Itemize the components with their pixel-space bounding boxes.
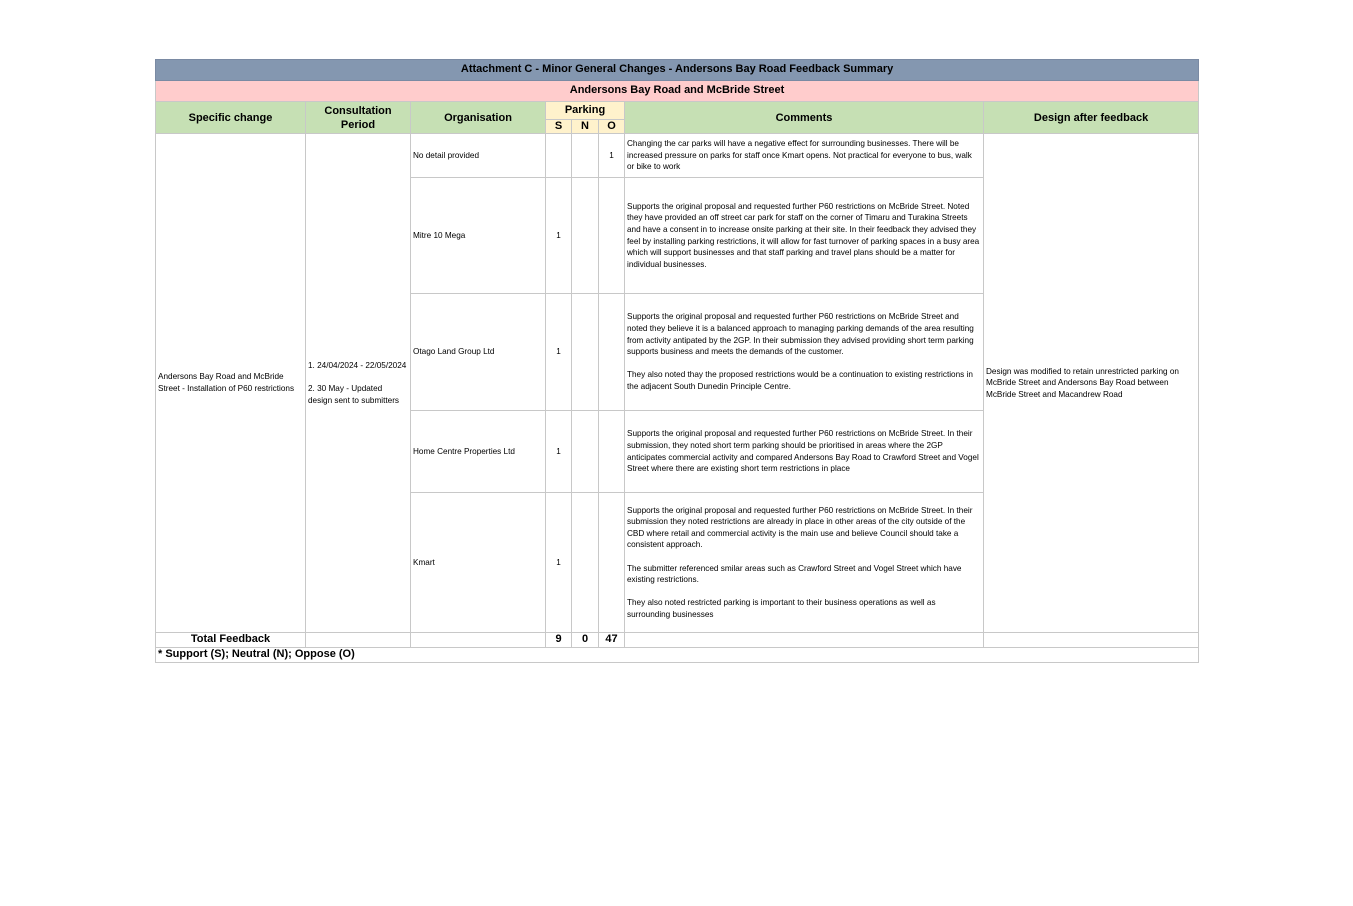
comment-paragraph: They also noted restricted parking is important to their business operations as well as surrounding businesses [627,598,936,619]
header-comments: Comments [625,102,984,134]
neutral-cell [572,294,599,411]
organisation-cell: Home Centre Properties Ltd [411,411,546,493]
header-design-after-feedback: Design after feedback [984,102,1199,134]
oppose-cell: 1 [599,134,625,178]
header-oppose: O [599,120,625,134]
header-specific-change: Specific change [156,102,306,134]
oppose-cell [599,294,625,411]
totals-row [156,633,1199,648]
comments-cell [625,294,984,411]
organisation-cell: Mitre 10 Mega [411,178,546,294]
comment-paragraph: The submitter referenced smilar areas such as Crawford Street and Vogel Street which have existing restrictions. [627,563,962,585]
legend-note: * Support (S); Neutral (N); Oppose (O) [156,648,1199,663]
comment-paragraph: They also noted thay the proposed restrictions would be a continuation to existing restrictions in the adjacent South Dunedin Principle Centre. [627,370,973,391]
sheet-title: Attachment C - Minor General Changes - Andersons Bay Road Feedback Summary [156,60,1199,81]
support-cell: 1 [546,294,572,411]
table-row [156,134,1199,178]
comment-paragraph: Supports the original proposal and requested further P60 restrictions on McBride Street. Noted they have provided an off street car park for staff on the corner of Timaru and Turakina Streets and have a consent in to increase onsite parking at their site. In their feedback they advised they feel by installing parking restrictions, it will allow for fast turnover of parking spaces in a busy area which will support businesses and that staff parking and travel plans should be a matter for individual businesses. [627,201,980,269]
support-cell: 1 [546,493,572,633]
neutral-cell [572,493,599,633]
comments-cell [625,411,984,493]
comments-cell [625,134,984,178]
organisation-cell: Otago Land Group Ltd [411,294,546,411]
neutral-cell [572,411,599,493]
feedback-table [155,59,1199,663]
consultation-period-cell [306,134,411,633]
total-support: 9 [546,633,572,648]
comment-paragraph: Supports the original proposal and requested further P60 restrictions on McBride Street. In their submission, they noted short term parking should be prioritised in areas where the 2GP anticipates commercial activity and compared Andersons Bay Road to Crawford Street and Vogel Street where there are existing short term restrictions in place [627,429,979,474]
comment-paragraph: Supports the original proposal and requested further P60 restrictions on McBride Street and noted they believe it is a balanced approach to managing parking demands of the area resulting from activity antipated by the 2GP. In their submission they advised providing short term parking supports business and meets the demands of the customer. [627,312,974,357]
total-oppose: 47 [599,633,625,648]
specific-change-cell: Andersons Bay Road and McBride Street - Installation of P60 restrictions [156,134,306,633]
comments-cell [625,178,984,294]
oppose-cell [599,178,625,294]
neutral-cell [572,178,599,294]
header-consultation-period: Consultation Period [306,102,411,134]
header-support: S [546,120,572,134]
oppose-cell [599,411,625,493]
total-neutral: 0 [572,633,599,648]
comment-paragraph: Changing the car parks will have a negative effect for surrounding businesses. There will be increased pressure on parks for staff once Kmart opens. Not practical for everyone to bus, walk or bike to work [627,139,972,172]
header-organisation: Organisation [411,102,546,134]
neutral-cell [572,134,599,178]
support-cell: 1 [546,411,572,493]
organisation-cell: Kmart [411,493,546,633]
header-neutral: N [572,120,599,134]
consultation-line-1: 1. 24/04/2024 - 22/05/2024 [308,360,407,370]
design-after-feedback-cell: Design was modified to retain unrestricted parking on McBride Street and Andersons Bay Road between McBride Street and Macandrew Road [984,134,1199,633]
support-cell: 1 [546,178,572,294]
feedback-summary-sheet [155,59,1198,663]
consultation-line-2: 2. 30 May - Updated design sent to submitters [308,384,400,405]
header-parking: Parking [546,102,625,120]
sheet-subtitle: Andersons Bay Road and McBride Street [156,81,1199,102]
support-cell [546,134,572,178]
comment-paragraph: Supports the original proposal and requested further P60 restrictions on McBride Street. In their submission they noted restrictions are already in place in other areas of the city outside of the CBD where retail and commercial activity is the main use and believe Council should take a consistent approach. [627,505,973,550]
comments-cell [625,493,984,633]
oppose-cell [599,493,625,633]
organisation-cell: No detail provided [411,134,546,178]
total-feedback-label: Total Feedback [156,633,306,648]
